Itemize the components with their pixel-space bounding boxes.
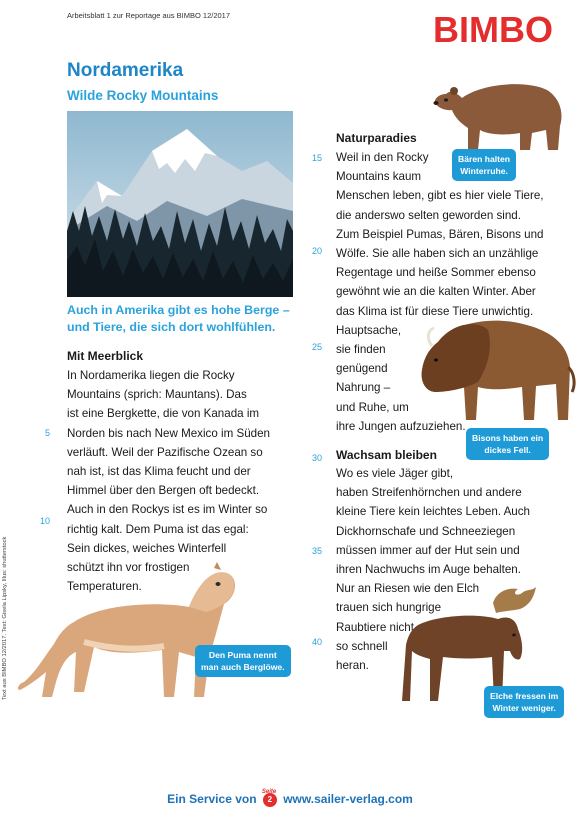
text-line: Hauptsache, [336, 323, 402, 337]
text-line: Raubtiere nicht [336, 620, 414, 634]
text-line: Weil in den Rocky [336, 151, 429, 164]
text-line: ihre Jungen aufzuziehen. [336, 419, 466, 433]
lead-text: Auch in Amerika gibt es hohe Berge – und Tiere, die sich dort wohlfühlen. [67, 303, 290, 334]
line-number: 30 [312, 453, 323, 463]
caption-line: Bären halten [458, 154, 511, 164]
page-title: Nordamerika [67, 60, 184, 81]
line-number: 5 [45, 428, 51, 438]
line-number: 20 [312, 246, 323, 256]
text-line: ihren Nachwuchs im Auge behalten. [336, 563, 521, 577]
section3-heading: Wachsam bleiben [336, 448, 437, 462]
caption-bison [466, 428, 549, 460]
caption-bear [452, 149, 516, 181]
text-line: genügend [336, 362, 388, 376]
text-line: Menschen leben, gibt es hier viele Tiere, [336, 189, 544, 203]
text-line: schützt ihn vor frostigen [67, 561, 190, 575]
seite-badge-number: 2 [267, 794, 273, 804]
text-line: richtig kalt. Dem Puma ist das egal: [67, 522, 249, 536]
section2-heading: Naturparadies [336, 131, 417, 145]
text-line: gewöhnt wie an die kalten Winter. Aber [336, 285, 536, 299]
text-line: Zum Beispiel Pumas, Bären, Bisons und [336, 227, 544, 241]
text-line: verläuft. Weil der Pazifische Ozean so [67, 445, 263, 459]
seite-badge [261, 788, 277, 807]
text-line: so schnell [336, 639, 388, 653]
text-line: Regentage und heiße Sommer ebenso [336, 266, 536, 280]
text-line: das Klima ist für diese Tiere unwichtig. [336, 304, 534, 318]
mountain-photo [67, 111, 293, 297]
text-line: Temperaturen. [67, 580, 142, 594]
caption-line: Elche fressen im [490, 691, 559, 701]
line-number: 25 [312, 342, 323, 352]
caption-line: Bisons haben ein [472, 433, 544, 443]
text-line: Nur an Riesen wie den Elch [336, 582, 480, 596]
text-line: die anderswo selten geworden sind. [336, 208, 521, 222]
section1-heading: Mit Meerblick [67, 349, 144, 363]
caption-moose [484, 686, 564, 718]
caption-line: Den Puma nennt [208, 650, 277, 660]
text-line: sie finden [336, 343, 386, 357]
text-line: Nahrung – [336, 381, 391, 395]
seite-badge-word: Seite [261, 788, 277, 795]
line-number: 10 [40, 516, 51, 526]
worksheet-note: Arbeitsblatt 1 zur Reportage aus BIMBO 12/2017 [67, 11, 231, 20]
text-line: heran. [336, 659, 369, 673]
caption-line: Winterruhe. [460, 166, 508, 176]
text-line: haben Streifenhörnchen und andere [336, 486, 522, 500]
text-line: und Ruhe, um [336, 400, 409, 414]
text-line: Himmel über den Bergen oft bedeckt. [67, 484, 260, 498]
text-line: In Nordamerika liegen die Rocky [67, 369, 235, 382]
text-line: Wölfe. Sie alle haben sich an unzählige [336, 247, 539, 261]
text-line: Norden bis nach New Mexico im Süden [67, 426, 270, 440]
text-line: nah ist, ist das Klima feucht und der [67, 465, 251, 479]
side-credit: Text aus BIMBO 12/2017. Text: Gisela Lipsky, Illus: shutterstock [2, 536, 8, 700]
footer-url-link[interactable]: www.sailer-verlag.com [283, 792, 413, 806]
line-number: 35 [312, 546, 323, 556]
logo-text: BIMBO [433, 9, 553, 50]
text-line: Mountains kaum [336, 170, 422, 184]
caption-puma [195, 645, 291, 677]
caption-line: Winter weniger. [492, 703, 556, 713]
text-line: Auch in den Rockys ist es im Winter so [67, 503, 268, 517]
bimbo-logo [424, 6, 562, 50]
text-line: Wo es viele Jäger gibt, [336, 467, 454, 480]
text-line: müssen immer auf der Hut sein und [336, 543, 520, 557]
footer [0, 788, 580, 807]
page-subtitle: Wilde Rocky Mountains [67, 88, 219, 103]
text-line: ist eine Bergkette, die von Kanada im [67, 407, 260, 421]
footer-prefix: Ein Service von [167, 792, 257, 806]
text-line: Mountains (sprich: Mauntans). Das [67, 388, 247, 402]
bison-illustration [418, 312, 576, 424]
puma-illustration [14, 562, 244, 706]
line-number: 40 [312, 637, 323, 647]
caption-line: man auch Berglöwe. [201, 662, 285, 672]
line-number: 15 [312, 153, 323, 163]
bear-illustration [432, 78, 567, 153]
caption-line: dickes Fell. [484, 445, 531, 455]
text-line: kleine Tiere kein leichtes Leben. Auch [336, 505, 530, 519]
text-line: Dickhornschafe und Schneeziegen [336, 524, 516, 538]
text-line: trauen sich hungrige [336, 601, 442, 615]
text-line: Sein dickes, weiches Winterfell [67, 541, 227, 555]
